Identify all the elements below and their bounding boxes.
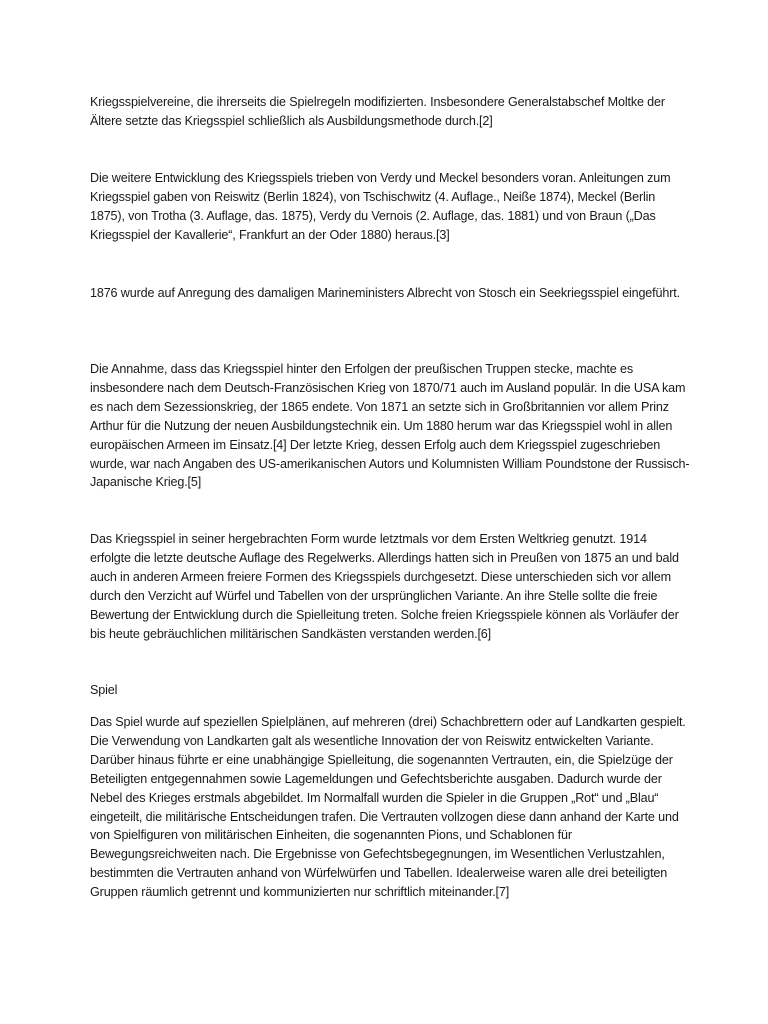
paragraph-entwicklung: Die weitere Entwicklung des Kriegsspiels trieben von Verdy und Meckel besonders voran. Anleitungen zum Kriegsspiel gaben von Reiswitz (Berlin 1824), von Tschischwitz (4. Auflage., Neiße 1874), Meckel (Berlin 1875), von Trotha (3. Auflage, das. 1875), Verdy du Vernois (2. Auflage, das. 1881) und von Braun („Das Kriegsspiel der Kavallerie“, Frankfurt an der Oder 1880) heraus.[3]: [90, 171, 671, 242]
paragraph-seekriegsspiel: 1876 wurde auf Anregung des damaligen Marineministers Albrecht von Stosch ein Seekriegsspiel eingeführt.: [90, 286, 680, 300]
paragraph-weltkrieg: Das Kriegsspiel in seiner hergebrachten Form wurde letztmals vor dem Ersten Weltkrieg genutzt. 1914 erfolgte die letzte deutsche Auflage des Regelwerks. Allerdings hatten sich in Preußen von 1875 an und bald auch in anderen Armeen freiere Formen des Kriegsspiels durchgesetzt. Diese unterschieden sich vor allem durch den Verzicht auf Würfel und Tabellen von der ursprünglichen Variante. An ihre Stelle sollte die freie Bewertung der Entwicklung durch die Spielleitung treten. Solche freien Kriegsspiele können als Vorläufer der bis heute gebräuchlichen militärischen Sandkästen verstanden werden.[6]: [90, 532, 679, 641]
paragraph-moltke: Kriegsspielvereine, die ihrerseits die Spielregeln modifizierten. Insbesondere Generalstabschef Moltke der Ältere setzte das Kriegsspiel schließlich als Ausbildungsmethode durch.[2]: [90, 95, 665, 128]
section-heading-spiel: Spiel: [90, 683, 118, 697]
paragraph-spiel: Das Spiel wurde auf speziellen Spielplänen, auf mehreren (drei) Schachbrettern oder auf Landkarten gespielt. Die Verwendung von Landkarten galt als wesentliche Innovation der von Reiswitz entwickelten Variante. Darüber hinaus führte er eine unabhängige Spielleitung, die sogenannten Vertrauten, ein, die Spielzüge der Beteiligten entgegennahmen sowie Lagemeldungen und Gefechtsberichte ausgaben. Dadurch wurde der Nebel des Krieges erstmals abgebildet. Im Normalfall wurden die Spieler in die Gruppen „Rot“ und „Blau“ eingeteilt, die militärische Entscheidungen trafen. Die Vertrauten vollzogen diese dann anhand der Karte und von Spielfiguren von militärischen Einheiten, die sogenannten Pions, und Schablonen für Bewegungsreichweiten nach. Die Ergebnisse von Gefechtsbegegnungen, im Wesentlichen Verlustzahlen, bestimmten die Vertrauten anhand von Würfelwürfen und Tabellen. Idealerweise waren alle drei beteiligten Gruppen räumlich getrennt und kommunizierten nur schriftlich miteinander.[7]: [90, 715, 686, 900]
paragraph-ausland: Die Annahme, dass das Kriegsspiel hinter den Erfolgen der preußischen Truppen stecke, machte es insbesondere nach dem Deutsch-Französischen Krieg von 1870/71 auch im Ausland populär. In die USA kam es nach dem Sezessionskrieg, der 1865 endete. Von 1871 an setzte sich in Großbritannien vor allem Prinz Arthur für die Nutzung der neuen Ausbildungstechnik ein. Um 1880 herum war das Kriegsspiel wohl in allen europäischen Armeen im Einsatz.[4] Der letzte Krieg, dessen Erfolg auch dem Kriegsspiel zugeschrieben wurde, war nach Angaben des US-amerikanischen Autors und Kolumnisten William Poundstone der Russisch-Japanische Krieg.[5]: [90, 362, 690, 490]
